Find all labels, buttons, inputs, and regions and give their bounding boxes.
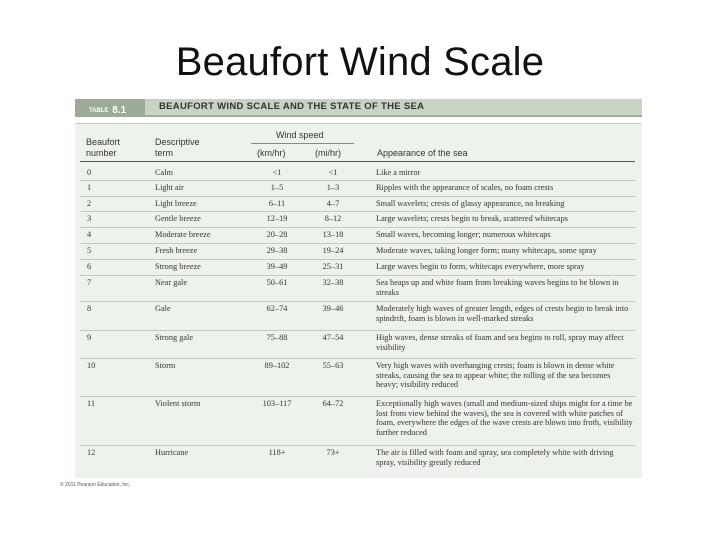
copyright-notice: © 2011 Pearson Education, Inc. (60, 482, 131, 488)
sea-appearance: Moderate waves, taking longer form; many whitecaps, some spray (376, 246, 597, 255)
sea-appearance: Small wavelets; crests of glassy appearance, no breaking (376, 199, 565, 208)
wind-speed-kmh: 1–5 (270, 183, 284, 192)
header-mih: (mi/hr) (315, 148, 341, 158)
table-row (80, 197, 635, 212)
wind-speed-mih: 64–72 (322, 399, 344, 408)
table-row (80, 302, 635, 331)
descriptive-term: Violent storm (155, 399, 201, 408)
table-row (80, 166, 635, 181)
wind-speed-kmh: 103–117 (262, 399, 292, 408)
beaufort-number: 8 (87, 304, 92, 313)
header-beaufort-line2: number (86, 148, 117, 158)
descriptive-term: Storm (155, 361, 176, 370)
beaufort-number: 6 (87, 262, 92, 271)
table-tag-label: TABLE (89, 108, 109, 114)
wind-speed-rule (251, 143, 354, 144)
header-appearance: Appearance of the sea (377, 148, 468, 158)
wind-speed-mih: 39–46 (322, 304, 344, 313)
wind-speed-kmh: 75–88 (266, 333, 288, 342)
sea-appearance: Large wavelets; crests begin to break, scattered whitecaps (376, 214, 568, 223)
table-tag (75, 99, 145, 117)
wind-speed-kmh: 89–102 (264, 361, 290, 370)
wind-speed-kmh: 6–11 (268, 199, 286, 208)
beaufort-number: 1 (87, 183, 92, 192)
header-descriptive-line2: term (155, 148, 173, 158)
descriptive-term: Gale (155, 304, 171, 313)
sea-appearance: Very high waves with overhanging crests; foam is blown in dense white streaks, causing the sea to appear white; the rolling of the sea becomes heavy; visibility reduced (376, 361, 615, 390)
sea-appearance: Ripples with the appearance of scales, no foam crests (376, 183, 554, 192)
wind-speed-mih: 8–12 (324, 214, 342, 223)
wind-speed-mih: 1–3 (326, 183, 340, 192)
descriptive-term: Fresh breeze (155, 246, 198, 255)
beaufort-number: 10 (87, 361, 96, 370)
table-row (80, 276, 635, 302)
header-beaufort-line1: Beaufort (86, 137, 121, 147)
descriptive-term: Strong gale (155, 333, 194, 342)
table-tag-number: 8.1 (112, 105, 127, 116)
header-wind-speed: Wind speed (276, 130, 324, 140)
descriptive-term: Light air (155, 183, 184, 192)
beaufort-number: 9 (87, 333, 92, 342)
descriptive-term: Near gale (155, 278, 188, 287)
wind-speed-mih: 55–63 (322, 361, 344, 370)
beaufort-number: 4 (87, 230, 92, 239)
wind-speed-kmh: 29–38 (266, 246, 288, 255)
wind-speed-kmh: 12–19 (266, 214, 288, 223)
wind-speed-kmh: 118+ (268, 448, 286, 457)
wind-speed-kmh: 62–74 (266, 304, 288, 313)
wind-speed-mih: 13–18 (322, 230, 344, 239)
wind-speed-mih: 25–31 (322, 262, 344, 271)
table-row (80, 331, 635, 359)
sea-appearance: Exceptionally high waves (small and medium-sized ships might for a time be lost from view behind the waves), the sea is covered with white patches of foam, everywhere the edges of the wave crests are blown into froth, visibility further reduced (376, 399, 633, 438)
sea-appearance: Small waves, becoming longer; numerous whitecaps (376, 230, 551, 239)
header-descriptive-line1: Descriptive (155, 137, 200, 147)
table-row (80, 212, 635, 228)
descriptive-term: Strong breeze (155, 262, 201, 271)
wind-speed-mih: 19–24 (322, 246, 344, 255)
header-divider (80, 161, 635, 162)
header-kmh: (km/hr) (257, 148, 286, 158)
wind-speed-kmh: 39–49 (266, 262, 288, 271)
sea-appearance: Like a mirror (376, 168, 421, 177)
table-row (80, 397, 635, 446)
sea-appearance: Large waves begin to form, whitecaps everywhere, more spray (376, 262, 585, 271)
wind-speed-kmh: 50–61 (266, 278, 288, 287)
descriptive-term: Moderate breeze (155, 230, 211, 239)
wind-speed-kmh: 20–28 (266, 230, 288, 239)
table-row (80, 359, 635, 397)
beaufort-number: 7 (87, 278, 92, 287)
descriptive-term: Light breeze (155, 199, 197, 208)
sea-appearance: Sea heaps up and white foam from breaking waves begins to be blown in streaks (376, 278, 619, 297)
sea-appearance: High waves, dense streaks of foam and sea begins to roll, spray may affect visibility (376, 333, 624, 352)
sea-appearance: Moderately high waves of greater length, edges of crests begin to break into spindrift, foam is blown in well-marked streaks (376, 304, 629, 323)
wind-speed-mih: <1 (328, 168, 338, 177)
sea-appearance: The air is filled with foam and spray, sea completely white with driving spray, visibility greatly reduced (376, 448, 614, 467)
beaufort-number: 5 (87, 246, 92, 255)
descriptive-term: Hurricane (155, 448, 189, 457)
beaufort-number: 11 (87, 399, 95, 408)
table-row (80, 446, 635, 474)
wind-speed-mih: 4–7 (326, 199, 340, 208)
descriptive-term: Calm (155, 168, 173, 177)
slide-title: Beaufort Wind Scale (175, 40, 545, 84)
table-caption: BEAUFORT WIND SCALE AND THE STATE OF THE SEA (159, 101, 425, 112)
table-row (80, 228, 635, 244)
wind-speed-mih: 47–54 (322, 333, 344, 342)
table-row (80, 260, 635, 276)
wind-speed-mih: 73+ (326, 448, 340, 457)
beaufort-number: 2 (87, 199, 92, 208)
beaufort-number: 3 (87, 214, 92, 223)
descriptive-term: Gentle breeze (155, 214, 201, 223)
table-row (80, 244, 635, 260)
beaufort-number: 0 (87, 168, 92, 177)
table-title-bar (75, 99, 642, 117)
wind-speed-kmh: <1 (272, 168, 282, 177)
beaufort-number: 12 (87, 448, 96, 457)
table-row (80, 181, 635, 197)
wind-speed-mih: 32–38 (322, 278, 344, 287)
